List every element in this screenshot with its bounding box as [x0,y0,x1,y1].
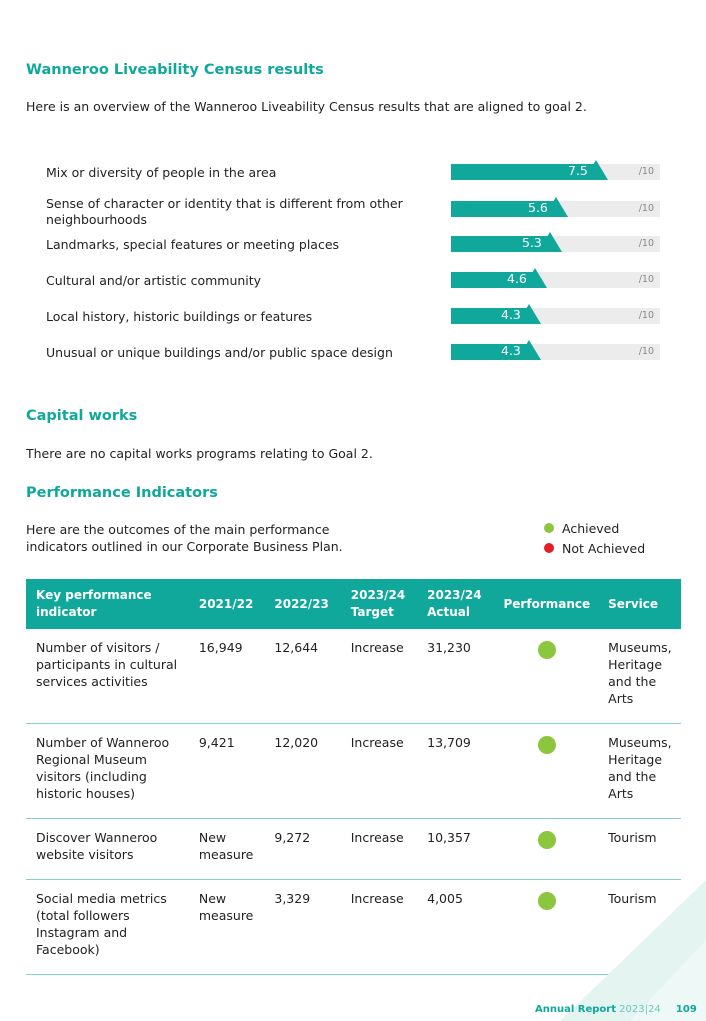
census-label: Local history, historic buildings or features [46,309,313,324]
performance-intro-line2: indicators outlined in our Corporate Business Plan. [26,539,343,554]
census-bar-track [451,308,660,324]
census-bar-max: /10 [638,274,654,285]
page-number: 109 [675,1004,697,1015]
census-bar-value: 4.6 [507,271,527,286]
cell-2021-22: 16,949 [189,629,265,724]
census-bar-value: 4.3 [501,343,521,358]
census-label: Cultural and/or artistic community [46,273,262,288]
legend-not-achieved-label: Not Achieved [562,540,646,556]
table-row [26,724,681,819]
cell-2022-23: 9,272 [264,819,340,880]
header-service: Service [598,579,681,629]
cell-performance [494,724,599,819]
cell-target: Increase [341,629,417,724]
census-bar-value: 5.3 [522,235,542,250]
header-2021-22: 2021/22 [189,579,265,629]
cell-2022-23: 12,644 [264,629,340,724]
cell-kpi: Social media metrics (total followers Instagram and Facebook) [26,880,189,975]
kpi-table-header [26,579,681,629]
census-bar-track [451,344,660,360]
header-target: 2023/24 Target [341,579,417,629]
census-label: Landmarks, special features or meeting places [46,237,340,252]
header-actual: 2023/24 Actual [417,579,493,629]
cell-target: Increase [341,819,417,880]
census-bar-value: 4.3 [501,307,521,322]
cell-2022-23: 3,329 [264,880,340,975]
table-row [26,629,681,724]
corner-decoration [560,880,706,1021]
census-bar-value: 7.5 [568,163,588,178]
census-bar-track [451,236,660,252]
census-intro: Here is an overview of the Wanneroo Liveability Census results that are aligned to goal 2. [26,99,587,114]
cell-actual: 31,230 [417,629,493,724]
census-label: Mix or diversity of people in the area [46,165,277,180]
header-kpi: Key performance indicator [26,579,189,629]
not-achieved-dot-icon [544,543,554,553]
census-bar-max: /10 [638,166,654,177]
cell-service: Tourism [598,880,681,975]
census-label: Sense of character or identity that is different from other neighbourhoods [46,196,403,227]
cell-target: Increase [341,880,417,975]
census-bar-max: /10 [638,203,654,214]
table-row [26,819,681,880]
cell-kpi: Number of visitors / participants in cultural services activities [26,629,189,724]
cell-actual: 10,357 [417,819,493,880]
census-bar-value: 5.6 [528,200,548,215]
census-row [0,335,706,371]
cell-kpi: Discover Wanneroo website visitors [26,819,189,880]
cell-service: Museums, Heritage and the Arts [598,724,681,819]
cell-kpi: Number of Wanneroo Regional Museum visitors (including historic houses) [26,724,189,819]
cell-service: Tourism [598,819,681,880]
performance-intro-line1: Here are the outcomes of the main performance [26,522,330,537]
footer-label: Annual Report [535,1004,616,1015]
legend-achieved [544,518,645,538]
census-bar-track [451,164,660,180]
capital-heading: Capital works [26,408,138,424]
census-row [0,299,706,335]
capital-text: There are no capital works programs relating to Goal 2. [26,446,373,461]
cell-actual: 13,709 [417,724,493,819]
census-bar-track [451,201,660,217]
cell-actual: 4,005 [417,880,493,975]
performance-legend [544,518,645,558]
census-bar-max: /10 [638,346,654,357]
cell-2021-22: New measure [189,880,265,975]
performance-intro [26,521,343,555]
achieved-dot-icon [544,523,554,533]
footer-year: 2023|24 [619,1004,661,1015]
cell-2021-22: New measure [189,819,265,880]
census-row [0,263,706,299]
cell-2021-22: 9,421 [189,724,265,819]
performance-heading: Performance Indicators [26,485,218,501]
census-heading: Wanneroo Liveability Census results [26,62,324,78]
page-footer [535,1004,697,1015]
census-bar-max: /10 [638,238,654,249]
legend-not-achieved [544,538,645,558]
achieved-dot-icon [538,892,556,910]
cell-service: Museums, Heritage and the Arts [598,629,681,724]
census-row [0,227,706,263]
legend-achieved-label: Achieved [562,520,620,536]
cell-2022-23: 12,020 [264,724,340,819]
census-row [0,192,706,228]
achieved-dot-icon [538,736,556,754]
census-bar-max: /10 [638,310,654,321]
census-row [0,155,706,191]
cell-performance [494,629,599,724]
achieved-dot-icon [538,641,556,659]
census-label: Unusual or unique buildings and/or public space design [46,345,393,360]
cell-target: Increase [341,724,417,819]
header-performance: Performance [494,579,599,629]
cell-performance [494,819,599,880]
header-2022-23: 2022/23 [264,579,340,629]
achieved-dot-icon [538,831,556,849]
census-bar-track [451,272,660,288]
